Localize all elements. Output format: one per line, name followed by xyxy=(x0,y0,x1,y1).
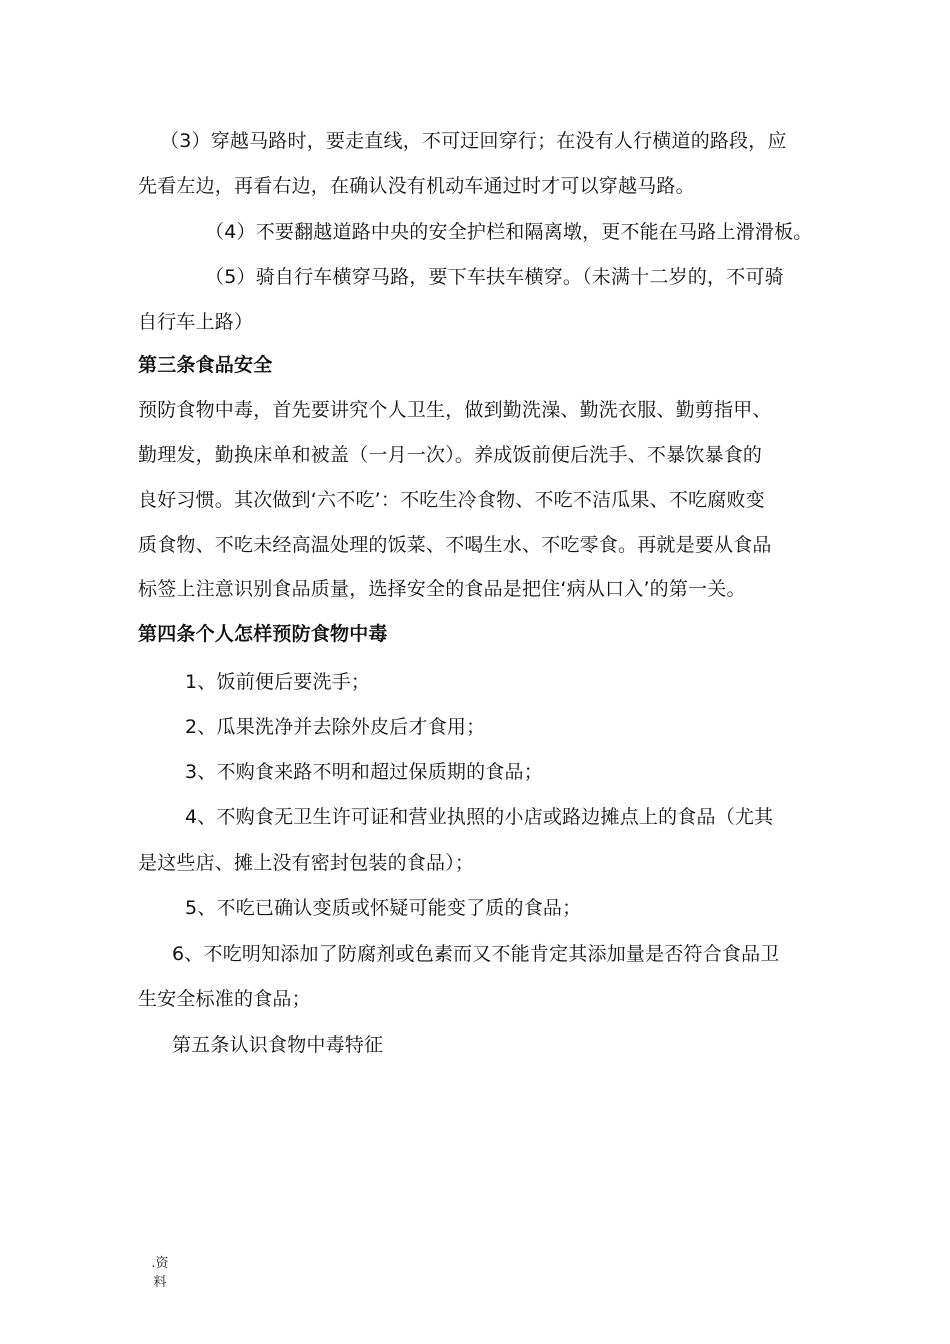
footer-label-line: 料 xyxy=(153,1275,167,1290)
section-heading: 第三条食品安全 xyxy=(138,354,273,376)
paragraph-line: 质食物、不吃未经高温处理的饭菜、不喝生水、不吃零食。再就是要从食品 xyxy=(138,534,772,556)
paragraph-line: （4）不要翻越道路中央的安全护栏和隔离墩，更不能在马路上滑滑板。 xyxy=(205,221,813,243)
paragraph-line: 先看左边，再看右边，在确认没有机动车通过时才可以穿越马路。 xyxy=(138,175,695,197)
paragraph-line: （5）骑自行车横穿马路，要下车扶车横穿。（未满十二岁的，不可骑 xyxy=(205,266,784,288)
section-heading: 第五条认识食物中毒特征 xyxy=(172,1034,384,1056)
list-item-continuation: 生安全标准的食品； xyxy=(138,988,311,1010)
list-item-continuation: 是这些店、摊上没有密封包装的食品）； xyxy=(138,852,475,874)
paragraph-line: （3）穿越马路时，要走直线，不可迂回穿行；在没有人行横道的路段，应 xyxy=(160,130,787,152)
paragraph-line: 良好习惯。其次做到‘六不吃’：不吃生冷食物、不吃不洁瓜果、不吃腐败变 xyxy=(138,489,765,511)
list-item: 1、饭前便后要洗手； xyxy=(185,671,371,693)
list-item: 5、不吃已确认变质或怀疑可能变了质的食品； xyxy=(185,897,582,919)
paragraph-line: 标签上注意识别食品质量，选择安全的食品是把住‘病从口入’的第一关。 xyxy=(138,578,746,600)
list-item: 3、不购食来路不明和超过保质期的食品； xyxy=(185,761,543,783)
paragraph-line: 预防食物中毒，首先要讲究个人卫生，做到勤洗澡、勤洗衣服、勤剪指甲、 xyxy=(138,399,772,421)
list-item: 4、不购食无卫生许可证和营业执照的小店或路边摊点上的食品（尤其 xyxy=(185,806,774,828)
paragraph-line: 勤理发，勤换床单和被盖（一月一次）。养成饭前便后洗手、不暴饮暴食的 xyxy=(138,444,763,466)
list-item: 2、瓜果洗净并去除外皮后才食用； xyxy=(185,716,486,738)
section-heading: 第四条个人怎样预防食物中毒 xyxy=(138,623,388,645)
footer-label-line: .资 xyxy=(151,1256,169,1271)
footer-label xyxy=(148,1254,172,1292)
list-item: 6、不吃明知添加了防腐剂或色素而又不能肯定其添加量是否符合食品卫 xyxy=(172,943,780,965)
paragraph-line: 自行车上路） xyxy=(138,311,254,333)
